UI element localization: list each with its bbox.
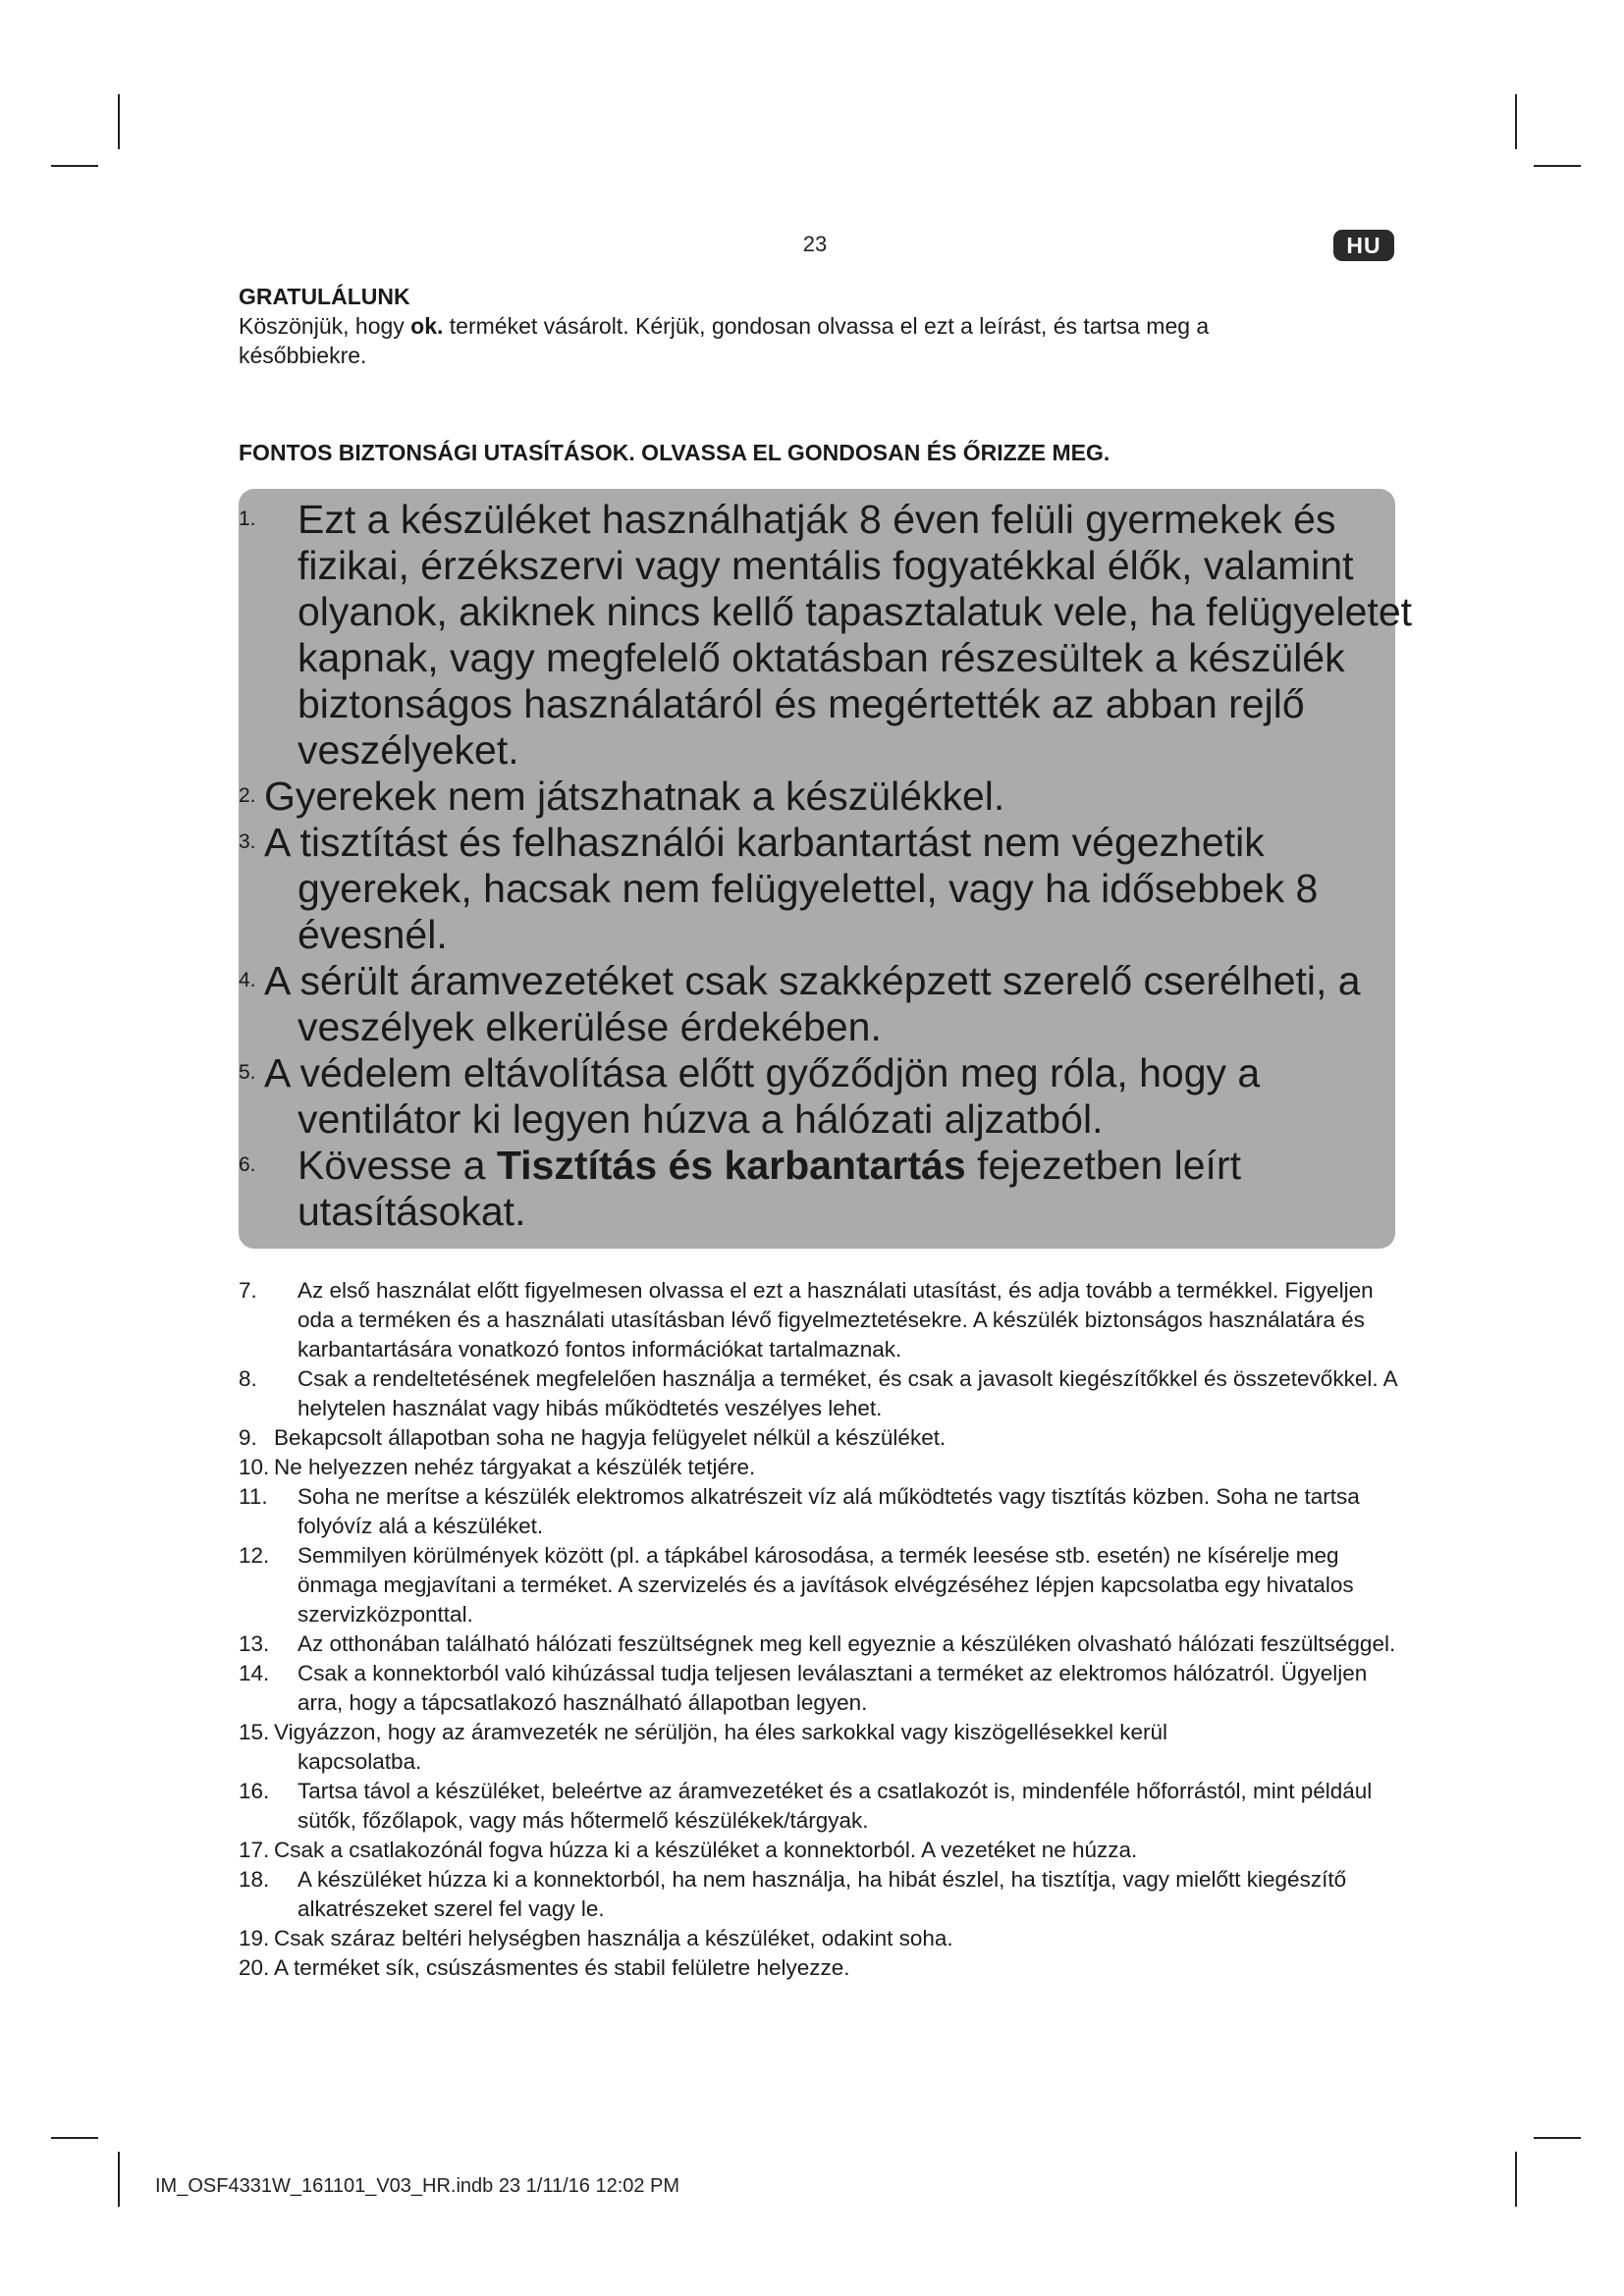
instruction-item-8: 8. Csak a rendeltetésének megfelelően használja a terméket, és csak a javasolt kiegészítőkkel és összetevőkkel. A helytelen használat vagy hibás működtetés veszélyes lehet.	[239, 1366, 1397, 1420]
warning-item-6: 6. Kövesse a Tisztítás és karbantartás fejezetben leírt utasításokat.	[239, 1143, 1241, 1234]
warning-item-4: 4. A sérült áramvezetéket csak szakképzett szerelő cserélheti, a veszélyek elkerülése érdekében.	[239, 958, 1361, 1049]
crop-mark-top-left-vertical	[118, 94, 120, 149]
crop-mark-bottom-left-vertical	[118, 2152, 120, 2207]
instruction-item-10: 10. Ne helyezzen nehéz tárgyakat a készülék tetjére.	[239, 1455, 756, 1479]
instruction-item-19: 19. Csak száraz beltéri helységben használja a készüléket, odakint soha.	[239, 1926, 953, 1950]
instruction-item-13: 13. Az otthonában található hálózati feszültségnek meg kell egyeznie a készüléken olvasható hálózati feszültséggel.	[239, 1631, 1396, 1656]
safety-heading: FONTOS BIZTONSÁGI UTASÍTÁSOK. OLVASSA EL GONDOSAN ÉS ŐRIZZE MEG.	[239, 440, 1110, 465]
instruction-item-9: 9. Bekapcsolt állapotban soha ne hagyja felügyelet nélkül a készüléket.	[239, 1425, 947, 1450]
crop-mark-top-right-horizontal	[1534, 165, 1581, 167]
crop-mark-bottom-right-vertical	[1515, 2152, 1517, 2207]
language-badge: HU	[1333, 230, 1394, 261]
intro-text: Köszönjük, hogy ok. terméket vásárolt. Kérjük, gondosan olvassa el ezt a leírást, és tartsa meg a későbbiekre.	[239, 313, 1210, 368]
warning-item-1: 1. Ezt a készüléket használhatják 8 éven felüli gyermekek és fizikai, érzékszervi vagy mentális fogyatékkal élők, valamint olyanok, akiknek nincs kellő tapasztalatuk vele, ha felügyeletet kapnak, vagy megfelelő oktatásban részesültek a készülék biztonságos használatáról és megértették az abban rejlő veszélyeket.	[239, 497, 1413, 773]
highlighted-warnings	[239, 497, 1417, 1235]
print-footer: IM_OSF4331W_161101_V03_HR.indb 23 1/11/16 12:02 PM	[155, 2175, 680, 2197]
safety-instructions-list	[239, 1276, 1407, 1983]
warning-item-2: 2. Gyerekek nem játszhatnak a készülékkel.	[239, 774, 1005, 819]
warning-item-5: 5. A védelem eltávolítása előtt győződjön meg róla, hogy a ventilátor ki legyen húzva a hálózati aljzatból.	[239, 1050, 1261, 1142]
page-number: 23	[802, 232, 828, 256]
chapter-reference: Tisztítás és karbantartás	[496, 1143, 966, 1188]
instruction-item-15: 15. Vigyázzon, hogy az áramvezeték ne sérüljön, ha éles sarkokkal vagy kiszögellésekkel kerül kapcsolatba.	[239, 1720, 1168, 1774]
intro-heading: GRATULÁLUNK	[239, 284, 410, 309]
crop-mark-bottom-right-horizontal	[1534, 2137, 1581, 2139]
instruction-item-18: 18. A készüléket húzza ki a konnektorból, ha nem használja, ha hibát észlel, ha tisztítja, vagy mielőtt kiegészítő alkatrészeket szerel fel vagy le.	[239, 1867, 1347, 1921]
warning-item-3: 3. A tisztítást és felhasználói karbantartást nem végezhetik gyerekek, hacsak nem felügyelettel, vagy ha idősebbek 8 évesnél.	[239, 820, 1319, 957]
instruction-item-11: 11. Soha ne merítse a készülék elektromos alkatrészeit víz alá működtetés vagy tisztítás közben. Soha ne tartsa folyóvíz alá a készüléket.	[239, 1484, 1360, 1538]
instruction-item-14: 14. Csak a konnektorból való kihúzással tudja teljesen leválasztani a terméket az elektromos hálózatról. Ügyeljen arra, hogy a tápcsatlakozó használható állapotban legyen.	[239, 1661, 1368, 1715]
crop-mark-bottom-left-horizontal	[51, 2137, 98, 2139]
instruction-item-12: 12. Semmilyen körülmények között (pl. a tápkábel károsodása, a termék leesése stb. esetén) ne kísérelje meg önmaga megjavítani a terméket. A szervizelés és a javítások elvégzéséhez lépjen kapcsolatba egy hivatalos szervizközponttal.	[239, 1543, 1354, 1627]
instruction-item-16: 16. Tartsa távol a készüléket, beleértve az áramvezetéket és a csatlakozót is, mindenféle hőforrástól, mint például sütők, főzőlapok, vagy más hőtermelő készülékek/tárgyak.	[239, 1779, 1373, 1833]
crop-mark-top-left-horizontal	[51, 165, 98, 167]
instruction-item-17: 17. Csak a csatlakozónál fogva húzza ki a készüléket a konnektorból. A vezetéket ne húzza.	[239, 1838, 1138, 1862]
brand-name: ok.	[410, 313, 444, 339]
instruction-item-20: 20. A terméket sík, csúszásmentes és stabil felületre helyezze.	[239, 1955, 850, 1980]
crop-mark-top-right-vertical	[1515, 94, 1517, 149]
instruction-item-7: 7. Az első használat előtt figyelmesen olvassa el ezt a használati utasítást, és adja tovább a termékkel. Figyeljen oda a terméken és a használati utasításban lévő figyelmeztetésekre. A készülék biztonságos használatára és karbantartására vonatkozó fontos információkat tartalmaznak.	[239, 1278, 1374, 1362]
